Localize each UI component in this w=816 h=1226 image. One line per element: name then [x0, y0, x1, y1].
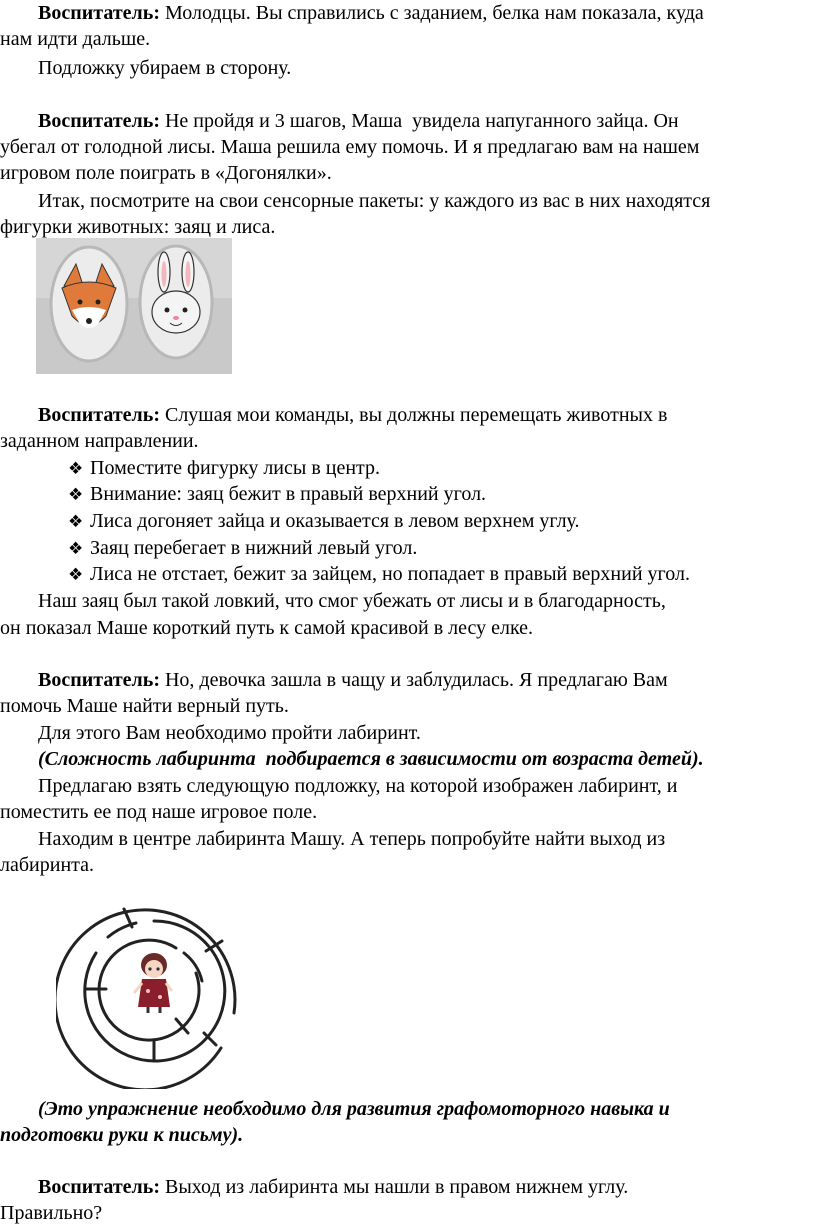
italic-note: подготовки руки к письму). [0, 1124, 244, 1146]
text-line: лабиринта. [0, 854, 95, 876]
speaker-label: Воспитатель: [38, 2, 160, 24]
diamond-bullet-icon: ❖ [68, 565, 84, 585]
text-line: Подложку убираем в сторону. [38, 57, 292, 79]
text-line: Для этого Вам необходимо пройти лабиринт. [38, 722, 421, 744]
text-line: Итак, посмотрите на свои сенсорные пакеты: у каждого из вас в них находятся [38, 190, 711, 212]
text-line: заданном направлении. [0, 430, 199, 452]
circular-maze [56, 893, 252, 1089]
speaker-label: Воспитатель: [38, 404, 160, 426]
list-item: ❖ Поместите фигурку лисы в центр. [68, 455, 380, 482]
text-line: Выход из лабиринта мы нашли в правом нижнем углу. [159, 1176, 629, 1198]
text-line: Наш заяц был такой ловкий, что смог убежать от лисы и в благодарность, [38, 590, 666, 612]
text-line: Слушая мои команды, вы должны перемещать животных в [159, 404, 668, 426]
text-line: поместить ее под наше игровое поле. [0, 801, 318, 823]
list-item: ❖ Внимание: заяц бежит в правый верхний угол. [68, 481, 486, 508]
paragraph-hare [38, 108, 816, 134]
paragraph-exit [38, 1174, 816, 1200]
text-line: игровом поле поиграть в «Догонялки». [0, 162, 332, 184]
text-line: помочь Маше найти верный путь. [0, 695, 289, 717]
text-line: он показал Маше короткий путь к самой красивой в лесу елке. [0, 617, 534, 639]
fox-hare-illustration [36, 238, 232, 374]
diamond-bullet-icon: ❖ [68, 485, 84, 505]
list-item: ❖ Лиса не отстает, бежит за зайцем, но попадает в правый верхний угол. [68, 561, 690, 588]
fox-hare-photo [36, 238, 232, 374]
speaker-label: Воспитатель: [38, 110, 160, 132]
masha-icon [134, 953, 172, 1013]
text-line: Находим в центре лабиринта Машу. А теперь попробуйте найти выход из [38, 828, 666, 850]
italic-note: (Сложность лабиринта подбирается в зависимости от возраста детей). [38, 748, 704, 770]
speaker-label: Воспитатель: [38, 669, 160, 691]
text-line: Предлагаю взять следующую подложку, на которой изображен лабиринт, и [38, 775, 678, 797]
text-line: фигурки животных: заяц и лиса. [0, 216, 276, 238]
list-item: ❖ Заяц перебегает в нижний левый угол. [68, 535, 417, 562]
text-line: Правильно? [0, 1202, 103, 1224]
italic-note: (Это упражнение необходимо для развития графомоторного навыка и [38, 1098, 670, 1120]
speaker-label: Воспитатель: [38, 1176, 160, 1198]
text-line: Не пройдя и 3 шагов, Маша увидела напуганного зайца. Он [159, 110, 679, 132]
list-item: ❖ Лиса догоняет зайца и оказывается в левом верхнем углу. [68, 508, 580, 535]
diamond-bullet-icon: ❖ [68, 539, 84, 559]
diamond-bullet-icon: ❖ [68, 512, 84, 532]
text-line: Молодцы. Вы справились с заданием, белка нам показала, куда [159, 2, 704, 24]
text-line: нам идти дальше. [0, 28, 151, 50]
text-line: Но, девочка зашла в чащу и заблудилась. Я предлагаю Вам [159, 669, 668, 691]
maze-image [56, 893, 252, 1089]
diamond-bullet-icon: ❖ [68, 459, 84, 479]
text-line: убегал от голодной лисы. Маша решила ему помочь. И я предлагаю вам на нашем [0, 136, 700, 158]
paragraph-commands [38, 402, 816, 428]
paragraph-maze [38, 667, 816, 693]
paragraph-intro [38, 0, 816, 26]
